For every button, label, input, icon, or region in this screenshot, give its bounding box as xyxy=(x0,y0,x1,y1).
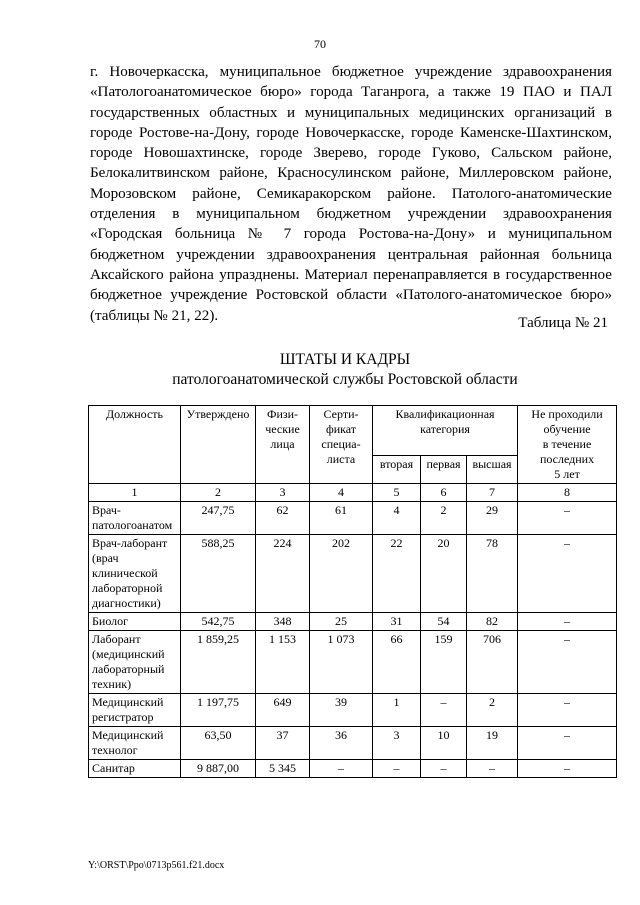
cell-first: – xyxy=(421,760,467,778)
cell-physical: 1 153 xyxy=(256,631,310,694)
header-first xyxy=(421,456,467,484)
staff-table xyxy=(88,405,617,778)
cell-no-training: – xyxy=(518,535,617,613)
table-row xyxy=(89,502,617,535)
table-row xyxy=(89,613,617,631)
cell-physical: 224 xyxy=(256,535,310,613)
header-second xyxy=(373,456,421,484)
cell-second: 1 xyxy=(373,694,421,727)
header-no-training xyxy=(518,406,617,484)
cell-certificate: 36 xyxy=(310,727,373,760)
cell-highest: 78 xyxy=(467,535,518,613)
cell-first: 2 xyxy=(421,502,467,535)
table-title: ШТАТЫ И КАДРЫ xyxy=(279,351,411,368)
table-row xyxy=(89,760,617,778)
cell-highest: 29 xyxy=(467,502,518,535)
table-caption: Таблица № 21 xyxy=(518,315,608,331)
header-approved-label: Утверждено xyxy=(186,407,250,421)
table-body xyxy=(89,502,617,778)
header-first-label: первая xyxy=(426,457,461,472)
header-qualification xyxy=(373,406,518,456)
header-certificate xyxy=(310,406,373,484)
header-approved xyxy=(181,406,256,484)
cell-position: Врач-лаборант (врач клинической лабораторной диагностики) xyxy=(89,535,181,613)
header-position xyxy=(89,406,181,484)
cell-certificate: 202 xyxy=(310,535,373,613)
cell-physical: 348 xyxy=(256,613,310,631)
footer-file-path: Y:\ORST\Ppo\0713p561.f21.docx xyxy=(88,860,225,871)
cell-position: Медицинский регистратор xyxy=(89,694,181,727)
cell-approved: 588,25 xyxy=(181,535,256,613)
column-numbers-row xyxy=(89,484,617,502)
header-physical xyxy=(256,406,310,484)
header-highest-label: высшая xyxy=(472,457,512,472)
cell-physical: 5 345 xyxy=(256,760,310,778)
header-qualification-label: Квалификационная категория xyxy=(395,407,495,436)
table-header-row xyxy=(89,406,617,456)
column-number: 2 xyxy=(181,484,256,502)
cell-certificate: 25 xyxy=(310,613,373,631)
cell-highest: 19 xyxy=(467,727,518,760)
cell-highest: 82 xyxy=(467,613,518,631)
cell-approved: 542,75 xyxy=(181,613,256,631)
header-no-training-label: Не проходили обучение в течение последних 5 лет xyxy=(531,407,603,481)
cell-second: – xyxy=(373,760,421,778)
header-position-label: Должность xyxy=(105,407,164,421)
column-number: 4 xyxy=(310,484,373,502)
cell-approved: 247,75 xyxy=(181,502,256,535)
cell-position: Медицинский технолог xyxy=(89,727,181,760)
cell-position: Лаборант (медицинский лабораторный техник) xyxy=(89,631,181,694)
body-paragraph: г. Новочеркасска, муниципальное бюджетное учреждение здравоохранения «Патологоанатомическое бюро» города Таганрога, а также 19 ПАО и ПАЛ государственных областных и муниципальных медицинских организаций в городе Ростове-на-Дону, городе Новочеркасске, городе Каменске-Шахтинском, городе Новошахтинске, городе Зверево, городе Гуково, Сальском районе, Белокалитвинском районе, Красносулинском районе, Миллеровском районе, Морозовском районе, Семикаракорском районе. Патолого-анатомические отделения в муниципальном бюджетном учреждении здравоохранения «Городская больница № 7 города Ростова-на-Дону» и муниципальном бюджетном учреждении здравоохранения центральная районная больница Аксайского района упразднены. Материал перенаправляется в государственное бюджетное учреждение Ростовской области «Патолого-анатомическое бюро» (таблицы № 21, 22). xyxy=(90,64,612,324)
cell-first: 10 xyxy=(421,727,467,760)
cell-highest: 706 xyxy=(467,631,518,694)
cell-no-training: – xyxy=(518,727,617,760)
page-number: 70 xyxy=(314,37,326,51)
column-number: 7 xyxy=(467,484,518,502)
cell-first: 54 xyxy=(421,613,467,631)
cell-certificate: 61 xyxy=(310,502,373,535)
table-row xyxy=(89,631,617,694)
cell-no-training: – xyxy=(518,502,617,535)
cell-highest: – xyxy=(467,760,518,778)
column-number: 8 xyxy=(518,484,617,502)
cell-second: 4 xyxy=(373,502,421,535)
cell-no-training: – xyxy=(518,631,617,694)
cell-certificate: 39 xyxy=(310,694,373,727)
header-highest xyxy=(467,456,518,484)
cell-approved: 1 859,25 xyxy=(181,631,256,694)
cell-second: 22 xyxy=(373,535,421,613)
cell-physical: 62 xyxy=(256,502,310,535)
header-physical-label: Физи- ческие лица xyxy=(265,407,300,451)
table-row xyxy=(89,535,617,613)
cell-second: 66 xyxy=(373,631,421,694)
cell-physical: 37 xyxy=(256,727,310,760)
cell-second: 31 xyxy=(373,613,421,631)
cell-second: 3 xyxy=(373,727,421,760)
header-second-label: вторая xyxy=(379,457,414,472)
column-number: 6 xyxy=(421,484,467,502)
cell-first: – xyxy=(421,694,467,727)
cell-position: Биолог xyxy=(89,613,181,631)
cell-first: 20 xyxy=(421,535,467,613)
cell-approved: 9 887,00 xyxy=(181,760,256,778)
cell-physical: 649 xyxy=(256,694,310,727)
column-number: 5 xyxy=(373,484,421,502)
cell-no-training: – xyxy=(518,613,617,631)
column-number: 3 xyxy=(256,484,310,502)
cell-no-training: – xyxy=(518,694,617,727)
header-certificate-label: Серти- фикат специа- листа xyxy=(321,407,361,466)
table-subtitle: патологоанатомической службы Ростовской области xyxy=(172,371,518,388)
table-row xyxy=(89,727,617,760)
cell-highest: 2 xyxy=(467,694,518,727)
cell-first: 159 xyxy=(421,631,467,694)
column-number: 1 xyxy=(89,484,181,502)
cell-certificate: 1 073 xyxy=(310,631,373,694)
table-row xyxy=(89,694,617,727)
cell-approved: 1 197,75 xyxy=(181,694,256,727)
cell-certificate: – xyxy=(310,760,373,778)
cell-position: Санитар xyxy=(89,760,181,778)
cell-approved: 63,50 xyxy=(181,727,256,760)
cell-no-training: – xyxy=(518,760,617,778)
cell-position: Врач- патологоанатом xyxy=(89,502,181,535)
